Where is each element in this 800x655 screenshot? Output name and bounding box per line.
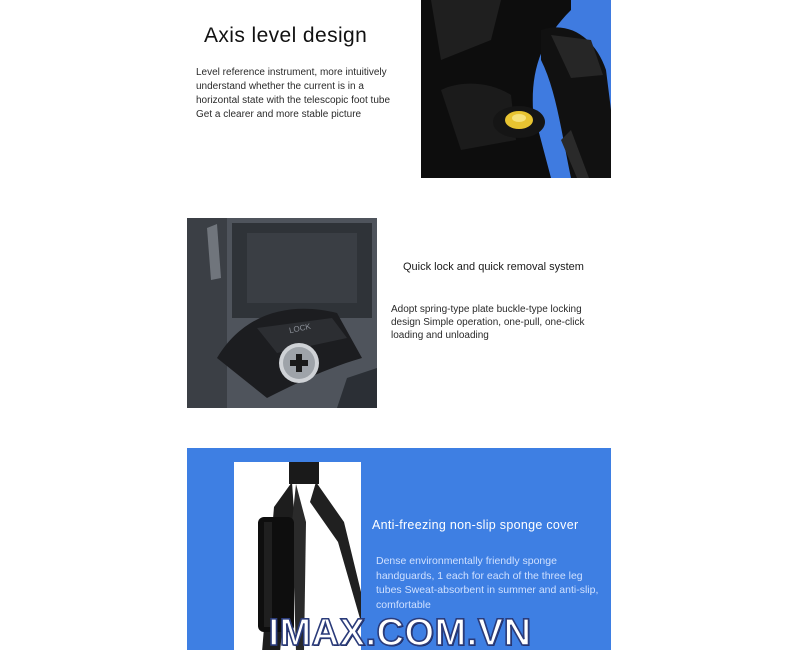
level-design-line: Level reference instrument, more intuitively [196,67,387,78]
level-design-line: understand whether the current is in a [196,81,364,92]
sponge-cover-description: Dense environmentally friendly sponge handguards, 1 each for each of the three leg tubes Sweat-absorbent in summer and anti-slip, comfortable [376,555,599,611]
level-design-heading: Axis level design [204,24,368,47]
quick-release-plate-photo [187,218,377,408]
level-design-line: Get a clearer and more stable picture [196,109,362,120]
bubble-level-photo [421,0,611,178]
quick-release-illustration [187,218,377,408]
site-watermark: IMAX.COM.VN [268,612,532,654]
bubble-level-illustration [421,0,611,178]
level-design-line: horizontal state with the telescopic foot tube [196,95,391,106]
quick-lock-description: Adopt spring-type plate buckle-type locking design Simple operation, one-pull, one-click loading and unloading [391,304,585,341]
sponge-cover-heading: Anti-freezing non-slip sponge cover [372,518,579,532]
level-design-description [196,66,411,122]
quick-lock-heading: Quick lock and quick removal system [403,261,584,273]
lock-engraving: LOCK [288,321,312,336]
